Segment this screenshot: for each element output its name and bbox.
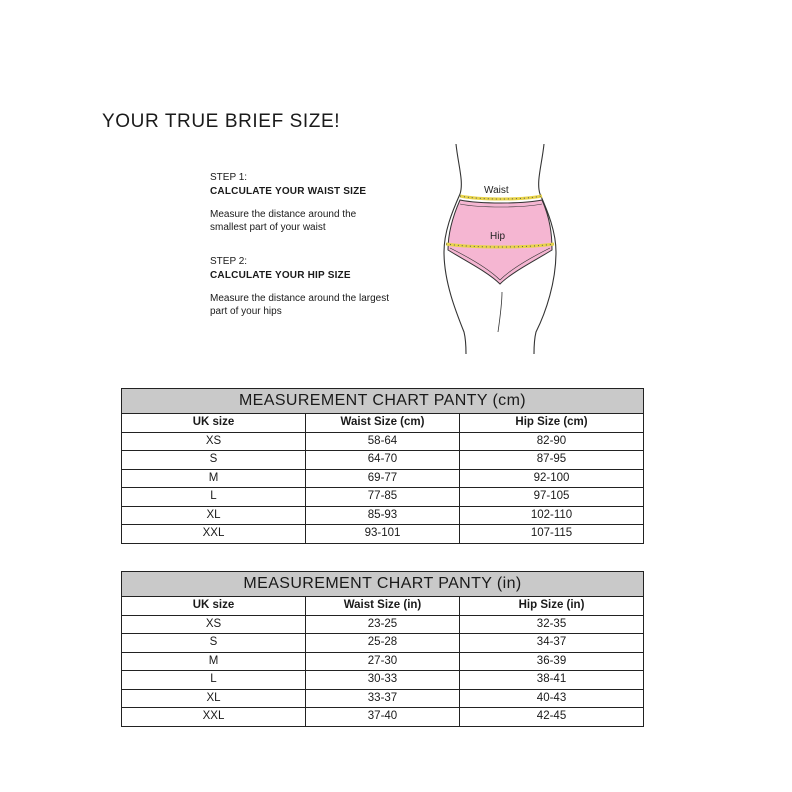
- waist-size-cell: 77-85: [306, 488, 460, 507]
- hip-size-cell: 92-100: [460, 469, 644, 488]
- uk-size-cell: M: [122, 469, 306, 488]
- column-header-uk-size: UK size: [122, 414, 306, 433]
- hip-size-cell: 97-105: [460, 488, 644, 507]
- table-row: [122, 708, 644, 727]
- column-header-waist: Waist Size (in): [306, 597, 460, 616]
- table-row: [122, 506, 644, 525]
- step-description: [210, 292, 440, 318]
- hip-size-cell: 82-90: [460, 432, 644, 451]
- table-row: [122, 615, 644, 634]
- waist-size-cell: 58-64: [306, 432, 460, 451]
- uk-size-cell: XXL: [122, 708, 306, 727]
- hip-size-cell: 38-41: [460, 671, 644, 690]
- uk-size-cell: XL: [122, 506, 306, 525]
- waist-size-cell: 23-25: [306, 615, 460, 634]
- page-title: YOUR TRUE BRIEF SIZE!: [102, 111, 341, 132]
- hip-size-cell: 87-95: [460, 451, 644, 470]
- uk-size-cell: M: [122, 652, 306, 671]
- hip-size-cell: 107-115: [460, 525, 644, 544]
- uk-size-cell: XS: [122, 615, 306, 634]
- waist-size-cell: 69-77: [306, 469, 460, 488]
- hip-size-cell: 32-35: [460, 615, 644, 634]
- uk-size-cell: S: [122, 451, 306, 470]
- step-description-line: Measure the distance around the largest: [210, 293, 389, 304]
- hip-size-cell: 36-39: [460, 652, 644, 671]
- waist-size-cell: 27-30: [306, 652, 460, 671]
- uk-size-cell: L: [122, 488, 306, 507]
- inner-thigh-line: [498, 292, 502, 332]
- measurement-chart-in: [121, 571, 644, 727]
- uk-size-cell: XL: [122, 689, 306, 708]
- table-row: [122, 488, 644, 507]
- step-heading: CALCULATE YOUR HIP SIZE: [210, 270, 351, 281]
- hip-size-cell: 40-43: [460, 689, 644, 708]
- column-header-uk-size: UK size: [122, 597, 306, 616]
- uk-size-cell: L: [122, 671, 306, 690]
- measurement-steps: [210, 171, 440, 318]
- waist-size-cell: 30-33: [306, 671, 460, 690]
- hip-size-cell: 42-45: [460, 708, 644, 727]
- step-1: [210, 171, 440, 234]
- uk-size-cell: XXL: [122, 525, 306, 544]
- step-label: STEP 2:: [210, 256, 248, 267]
- table-row: [122, 432, 644, 451]
- table-row: [122, 451, 644, 470]
- column-header-hip: Hip Size (in): [460, 597, 644, 616]
- table-row: [122, 634, 644, 653]
- step-label: STEP 1:: [210, 172, 248, 183]
- waist-size-cell: 64-70: [306, 451, 460, 470]
- waist-size-cell: 85-93: [306, 506, 460, 525]
- step-description-line: smallest part of your waist: [210, 222, 326, 233]
- waist-size-cell: 25-28: [306, 634, 460, 653]
- chart-title: MEASUREMENT CHART PANTY (cm): [122, 389, 644, 414]
- brief-illustration: [448, 200, 552, 284]
- step-description-line: part of your hips: [210, 306, 282, 317]
- step-description-line: Measure the distance around the: [210, 209, 357, 220]
- waist-size-cell: 33-37: [306, 689, 460, 708]
- body-measurement-illustration: [430, 142, 570, 356]
- waist-label: Waist: [484, 185, 509, 196]
- hip-size-cell: 102-110: [460, 506, 644, 525]
- step-2: [210, 255, 440, 318]
- waist-size-cell: 93-101: [306, 525, 460, 544]
- column-header-hip: Hip Size (cm): [460, 414, 644, 433]
- measurement-chart-cm: [121, 388, 644, 544]
- hip-size-cell: 34-37: [460, 634, 644, 653]
- table-row: [122, 652, 644, 671]
- step-heading: CALCULATE YOUR WAIST SIZE: [210, 186, 367, 197]
- uk-size-cell: S: [122, 634, 306, 653]
- uk-size-cell: XS: [122, 432, 306, 451]
- chart-title: MEASUREMENT CHART PANTY (in): [122, 572, 644, 597]
- column-header-waist: Waist Size (cm): [306, 414, 460, 433]
- table-row: [122, 671, 644, 690]
- step-description: [210, 208, 440, 234]
- table-row: [122, 689, 644, 708]
- table-row: [122, 469, 644, 488]
- waist-size-cell: 37-40: [306, 708, 460, 727]
- hip-label: Hip: [490, 231, 506, 242]
- table-row: [122, 525, 644, 544]
